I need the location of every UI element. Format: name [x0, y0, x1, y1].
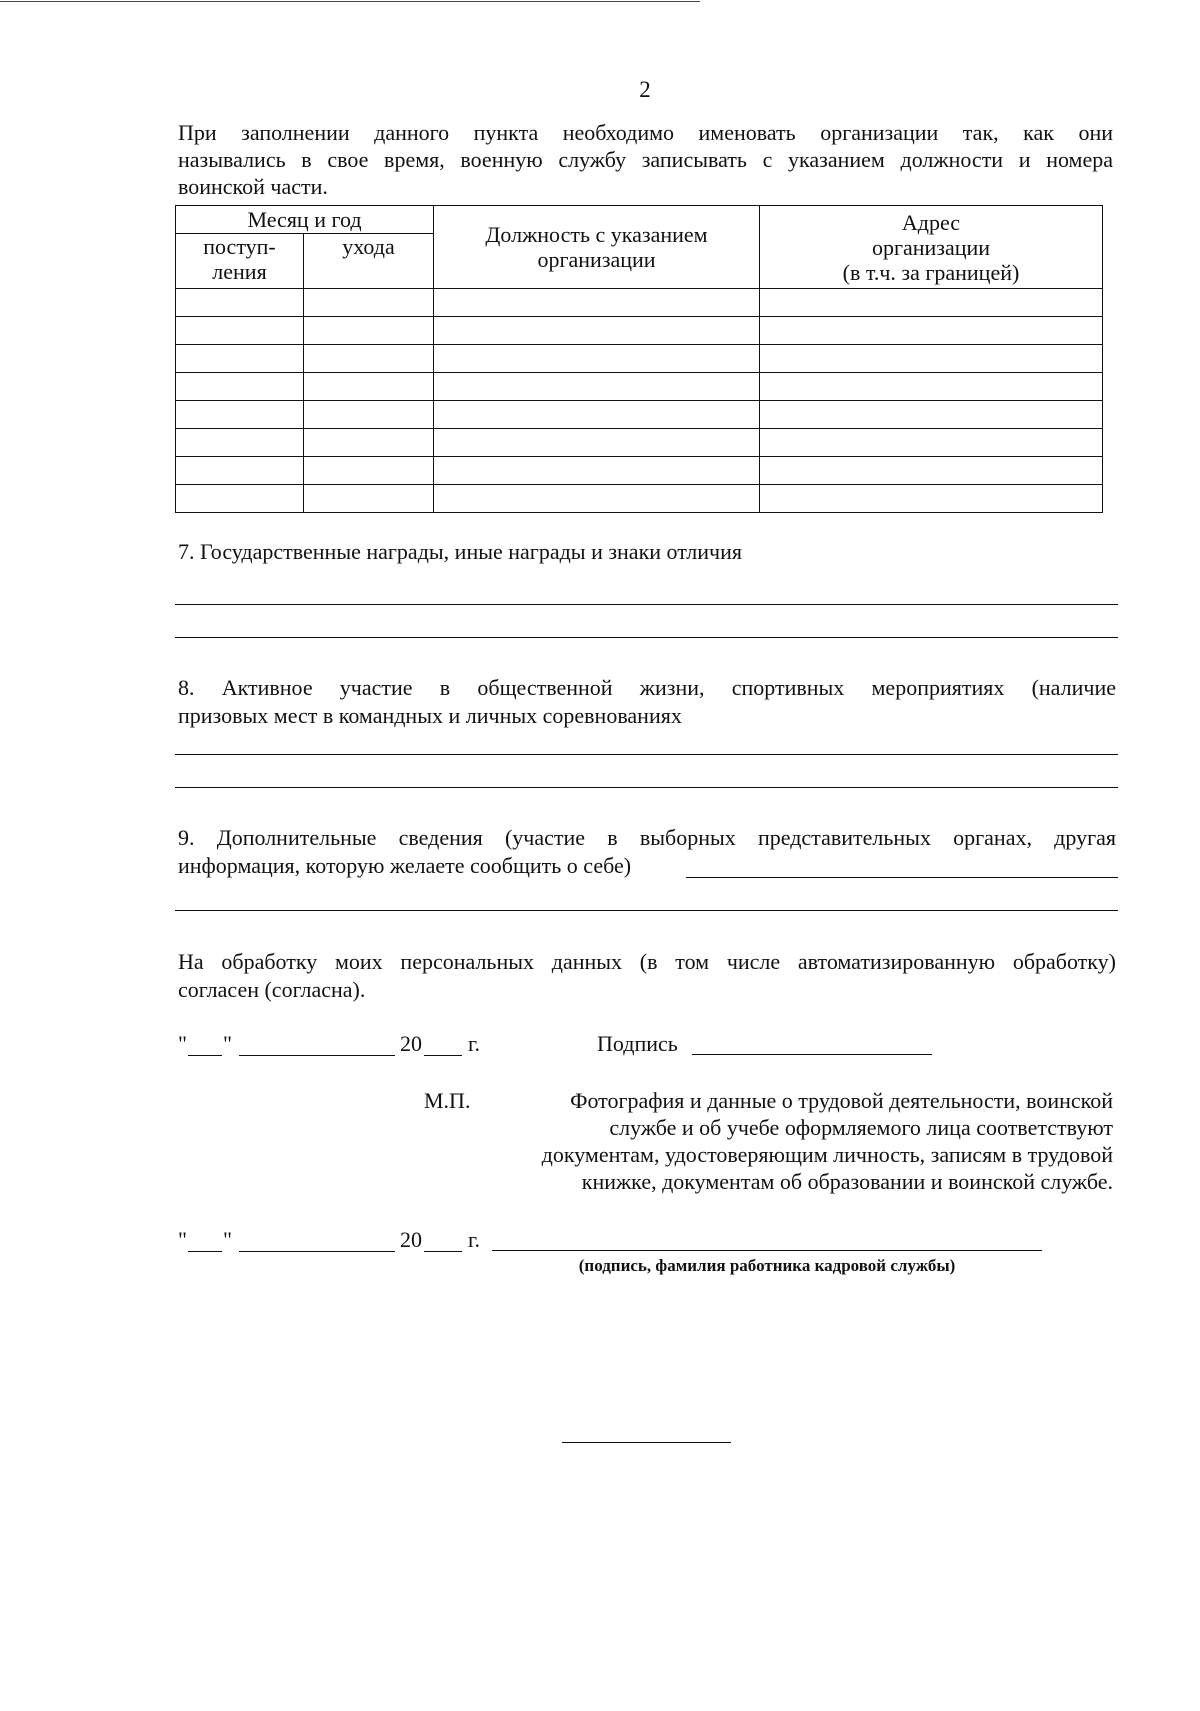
table-cell[interactable]: [760, 317, 1103, 345]
table-cell[interactable]: [176, 289, 304, 317]
table-row: [176, 485, 1103, 513]
consent-line-1: На обработку моих персональных данных (в том числе автоматизированную обработку): [178, 949, 1116, 974]
stamp-line-4: книжке, документам об образовании и воинской службе.: [581, 1169, 1113, 1194]
table-cell[interactable]: [760, 373, 1103, 401]
date-1-day-blank[interactable]: [188, 1055, 222, 1056]
table-cell[interactable]: [176, 401, 304, 429]
hr-signature-line[interactable]: [492, 1250, 1042, 1251]
intro-line-3: воинской части.: [178, 174, 328, 199]
hr-signature-caption: (подпись, фамилия работника кадровой службы): [578, 1256, 956, 1275]
header-entry: [176, 234, 304, 289]
header-leave: ухода: [304, 234, 434, 289]
stamp-line-2: службе и об учебе оформляемого лица соответствуют: [609, 1115, 1113, 1140]
section-7-answer-line-1[interactable]: [175, 604, 1118, 605]
header-position: [434, 206, 760, 289]
section-8-line-2: призовых мест в командных и личных соревнованиях: [178, 703, 682, 728]
table-cell[interactable]: [176, 457, 304, 485]
header-month-year: Месяц и год: [176, 206, 434, 234]
employment-table: [175, 205, 1103, 513]
table-cell[interactable]: [434, 457, 760, 485]
table-row: [176, 317, 1103, 345]
signature-line[interactable]: [692, 1054, 932, 1055]
date-1-quote-open: ": [178, 1031, 187, 1056]
date-2-day-blank[interactable]: [188, 1251, 222, 1252]
section-8-answer-line-1[interactable]: [175, 754, 1118, 755]
section-9-line-2: информация, которую желаете сообщить о себе): [178, 853, 632, 878]
table-cell[interactable]: [760, 457, 1103, 485]
table-cell[interactable]: [176, 485, 304, 513]
date-2-year-blank[interactable]: [424, 1251, 462, 1252]
table-cell[interactable]: [434, 345, 760, 373]
table-cell[interactable]: [304, 429, 434, 457]
header-address: [760, 206, 1103, 289]
header-position-line-2: организации: [537, 247, 656, 272]
intro-line-1: При заполнении данного пункта необходимо именовать организации так, как они: [178, 120, 1113, 145]
table-cell[interactable]: [176, 317, 304, 345]
table-cell[interactable]: [304, 345, 434, 373]
header-position-line-1: Должность с указанием: [485, 222, 708, 247]
date-1-month-blank[interactable]: [239, 1055, 395, 1056]
table-cell[interactable]: [176, 373, 304, 401]
section-8-answer-line-2[interactable]: [175, 787, 1118, 788]
table-row: [176, 429, 1103, 457]
date-2-quote-open: ": [178, 1227, 187, 1252]
table-cell[interactable]: [760, 345, 1103, 373]
table-cell[interactable]: [304, 485, 434, 513]
table-row: [176, 401, 1103, 429]
section-7-label: 7. Государственные награды, иные награды и знаки отличия: [178, 539, 743, 564]
table-cell[interactable]: [434, 317, 760, 345]
section-8-line-1: 8. Активное участие в общественной жизни, спортивных мероприятиях (наличие: [178, 675, 1116, 700]
header-address-line-1: Адрес: [901, 209, 961, 235]
header-address-line-2: организации: [871, 234, 991, 260]
table-cell[interactable]: [304, 317, 434, 345]
section-9-answer-line-2[interactable]: [175, 910, 1118, 911]
table-cell[interactable]: [304, 457, 434, 485]
page-number: 2: [639, 77, 651, 102]
header-address-line-3: (в т.ч. за границей): [842, 259, 1020, 285]
date-2-quote-close: ": [223, 1227, 232, 1252]
section-9-line-1: 9. Дополнительные сведения (участие в выборных представительных органах, другая: [178, 825, 1116, 850]
section-7-answer-line-2[interactable]: [175, 637, 1118, 638]
header-entry-line-2: ления: [212, 259, 267, 284]
date-2-month-blank[interactable]: [239, 1251, 395, 1252]
date-1-year-suffix: г.: [468, 1031, 481, 1056]
table-cell[interactable]: [304, 289, 434, 317]
table-cell[interactable]: [434, 289, 760, 317]
date-field-2: [178, 1226, 498, 1254]
intro-line-2: назывались в свое время, военную службу записывать с указанием должности и номера: [178, 147, 1113, 172]
end-of-page-rule: [562, 1442, 731, 1443]
date-1-year-blank[interactable]: [424, 1055, 462, 1056]
stamp-line-1: Фотография и данные о трудовой деятельности, воинской: [570, 1088, 1113, 1113]
scan-edge-line: [0, 1, 700, 2]
table-cell[interactable]: [760, 485, 1103, 513]
table-cell[interactable]: [434, 401, 760, 429]
table-cell[interactable]: [434, 373, 760, 401]
signature-label: Подпись: [597, 1031, 678, 1056]
section-9-answer-line-inline[interactable]: [686, 877, 1118, 878]
table-row: [176, 373, 1103, 401]
table-cell[interactable]: [760, 289, 1103, 317]
table-cell[interactable]: [304, 401, 434, 429]
date-1-year-prefix: 20: [400, 1031, 422, 1056]
date-2-year-prefix: 20: [400, 1227, 422, 1252]
header-entry-line-1: поступ-: [203, 234, 276, 259]
table-row: [176, 289, 1103, 317]
table-cell[interactable]: [760, 429, 1103, 457]
table-cell[interactable]: [434, 429, 760, 457]
stamp-mp: М.П.: [424, 1088, 471, 1113]
date-field-1: [178, 1030, 498, 1058]
table-cell[interactable]: [434, 485, 760, 513]
table-cell[interactable]: [176, 345, 304, 373]
date-2-year-suffix: г.: [468, 1227, 481, 1252]
consent-line-2: согласен (согласна).: [178, 977, 366, 1002]
table-cell[interactable]: [176, 429, 304, 457]
table-row: [176, 457, 1103, 485]
table-cell[interactable]: [760, 401, 1103, 429]
stamp-line-3: документам, удостоверяющим личность, записям в трудовой: [541, 1142, 1113, 1167]
table-row: [176, 345, 1103, 373]
date-1-quote-close: ": [223, 1031, 232, 1056]
table-cell[interactable]: [304, 373, 434, 401]
